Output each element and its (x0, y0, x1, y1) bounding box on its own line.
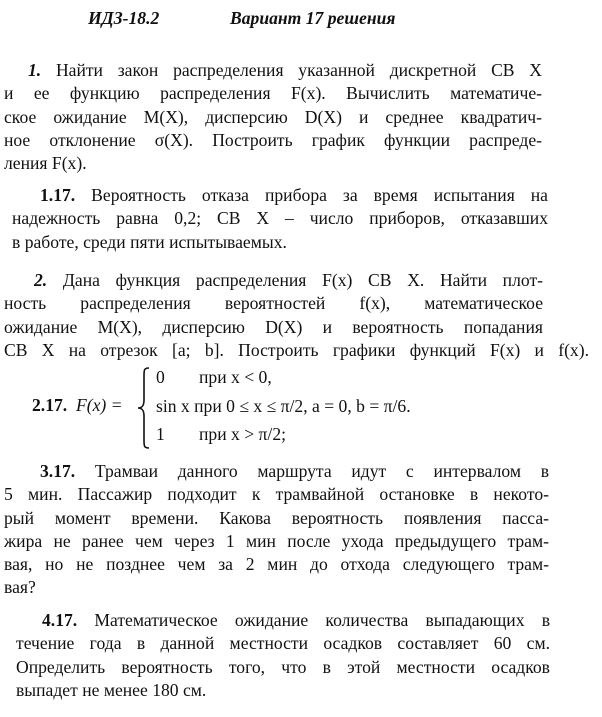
problem-3-17-line-5: вая, но не позднее чем за 2 мин до отхода следующего трам- (4, 554, 549, 575)
problem-3-17-line-1: Трамваи данного маршрута идут с интервалом в (94, 461, 549, 481)
task-1-line-4: ное отклонение σ(X). Построить график функции распреде- (4, 129, 542, 150)
task-2-line-1: Дана функция распределения F(x) СВ X. Найти плот- (62, 270, 543, 290)
task-2-line-4: СВ X на отрезок [a; b]. Построить графики функций F(x) и f(x). (4, 339, 589, 360)
case-3-condition: при x > π/2; (199, 424, 286, 444)
task-1-line-5: ления F(x). (4, 153, 87, 174)
problem-4-17-number: 4.17. (42, 610, 78, 630)
problem-2-17-number: 2.17. (32, 395, 68, 415)
problem-1-17-number: 1.17. (40, 185, 76, 205)
task-2-line-3: ожидание M(X), дисперсию D(X) и вероятность попадания (4, 316, 543, 337)
problem-1-17-line-3: в работе, среди пяти испытываемых. (12, 231, 287, 252)
task-1-line-2: и ее функцию распределения F(x). Вычислить математиче- (4, 83, 542, 104)
problem-3-17-line-2: 5 мин. Пассажир подходит к трамвайной остановке в некото- (4, 484, 549, 505)
case-1-condition: при x < 0, (199, 367, 272, 387)
task-2-statement (4, 269, 589, 362)
formula-lhs: F(x) = (75, 395, 123, 415)
problem-4-17-line-1: Математическое ожидание количества выпадающих в (94, 610, 550, 630)
problem-4-17 (16, 609, 550, 702)
case-2-value: sin x при 0 ≤ x ≤ π/2, a = 0, b = π/6. (156, 396, 411, 416)
case-3-value: 1 (156, 424, 165, 444)
task-1-line-3: ское ожидание M(X), дисперсию D(X) и среднее квадратич- (4, 106, 542, 127)
problem-3-17-line-3: рый момент времени. Какова вероятность появления пасса- (4, 507, 549, 528)
problem-4-17-line-3: Определить вероятность того, что в этой местности осадков (16, 656, 550, 677)
problem-1-17 (12, 184, 548, 254)
problem-3-17-line-6: вая? (4, 577, 36, 598)
problem-2-17 (0, 366, 602, 450)
problem-3-17-line-4: жира не ранее чем через 1 мин после ухода предыдущего трам- (4, 530, 549, 551)
problem-1-17-line-1: Вероятность отказа прибора за время испытания на (91, 185, 548, 205)
task-2-number: 2. (34, 270, 48, 290)
task-2-line-2: ность распределения вероятностей f(x), математическое (4, 293, 543, 314)
problem-1-17-line-2: надежность равна 0,2; СВ X – число приборов, отказавших (12, 208, 548, 229)
problem-3-17-number: 3.17. (40, 461, 76, 481)
problem-4-17-line-4: выпадет не менее 180 см. (16, 679, 207, 700)
problem-3-17 (4, 460, 549, 600)
case-1-value: 0 (156, 367, 165, 387)
task-1-statement (4, 59, 542, 175)
variant-title: Вариант 17 решения (230, 8, 396, 28)
task-1-number: 1. (28, 60, 42, 80)
left-brace (136, 366, 152, 450)
problem-4-17-line-2: течение года в данной местности осадков составляет 60 см. (16, 633, 550, 654)
task-1-line-1: Найти закон распределения указанной дискретной СВ X (55, 60, 542, 80)
assignment-code: ИДЗ-18.2 (88, 8, 160, 28)
